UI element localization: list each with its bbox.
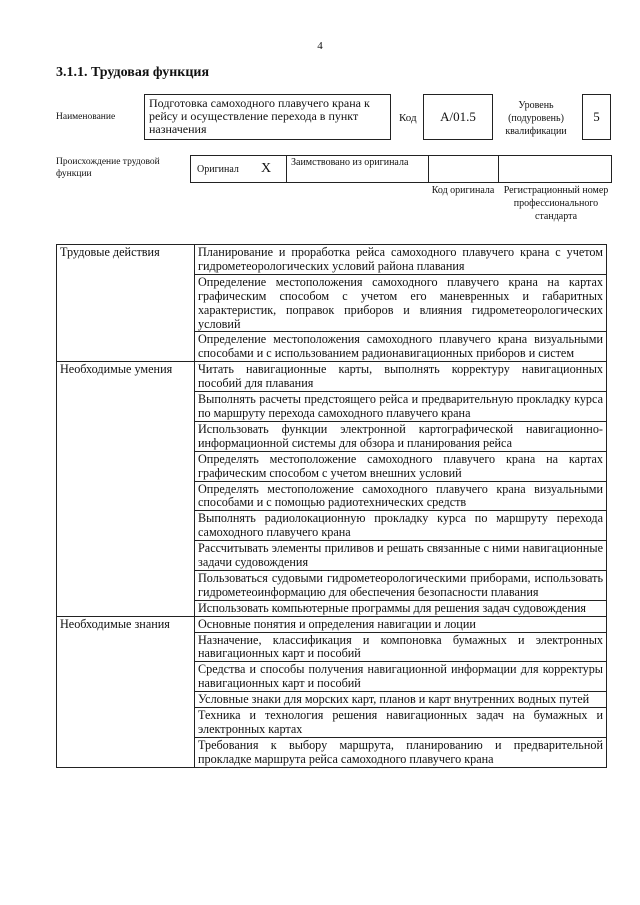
item-cell: Использовать функции электронной картографической навигационно-информационной системы для обзора и планирования рейса — [195, 421, 607, 451]
original-mark: X — [261, 161, 272, 176]
borrowed-label: Заимствовано из оригинала — [291, 157, 409, 168]
name-label: Наименование — [56, 112, 116, 122]
section-title-cell: Необходимые знания — [57, 616, 195, 767]
item-cell: Выполнять радиолокационную прокладку курса по маршруту перехода самоходного плавучего крана — [195, 511, 607, 541]
original-label: Оригинал — [197, 164, 239, 175]
item-cell: Техника и технология решения навигационных задач на бумажных и электронных картах — [195, 708, 607, 738]
function-code: А/01.5 — [423, 94, 493, 140]
origin-label: Происхождение трудовой функции — [56, 157, 160, 179]
item-cell: Читать навигационные карты, выполнять корректуру навигационных пособий для плавания — [195, 362, 607, 392]
registration-number-caption: Регистрационный номер профессионального стандарта — [503, 185, 609, 222]
section-title-cell: Трудовые действия — [57, 245, 195, 362]
original-cell — [191, 156, 287, 182]
item-cell: Определение местоположения самоходного плавучего крана на картах графическим способом с учетом его маневренных и габаритных характеристик, поправок приборов и влияния гидрометеорологических условий — [195, 274, 607, 332]
registration-number-cell — [499, 156, 611, 182]
item-cell: Выполнять расчеты предстоящего рейса и предварительную прокладку курса по маршруту перехода самоходного плавучего крана — [195, 392, 607, 422]
section-title-cell: Необходимые умения — [57, 362, 195, 616]
table-row — [57, 616, 607, 632]
item-cell: Определять местоположение самоходного плавучего крана визуальными способами и с помощью радиотехнических средств — [195, 481, 607, 511]
item-cell: Использовать компьютерные программы для решения задач судовождения — [195, 600, 607, 616]
page-number: 4 — [317, 40, 323, 52]
section-title: 3.1.1. Трудовая функция — [56, 65, 210, 80]
item-cell: Средства и способы получения навигационной информации для корректуры навигационных карт и пособий — [195, 662, 607, 692]
item-cell: Рассчитывать элементы приливов и решать связанные с ними навигационные задачи судовождения — [195, 541, 607, 571]
table-row — [57, 245, 607, 275]
borrowed-cell — [287, 156, 429, 182]
origin-row — [190, 155, 612, 183]
item-cell: Определение местоположения самоходного плавучего крана визуальными способами и с использованием радионавигационных приборов и систем — [195, 332, 607, 362]
qualification-level: 5 — [582, 94, 611, 140]
level-label: Уровень (подуровень) квалификации — [505, 100, 567, 137]
item-cell: Определять местоположение самоходного плавучего крана на картах графическим способом с учетом внешних условий — [195, 451, 607, 481]
code-label: Код — [399, 112, 417, 124]
original-code-cell — [429, 156, 499, 182]
item-cell: Пользоваться судовыми гидрометеорологическими приборами, использовать гидрометеоинформацию для обеспечения безопасности плавания — [195, 570, 607, 600]
item-cell: Планирование и проработка рейса самоходного плавучего крана с учетом гидрометеорологических условий района плавания — [195, 245, 607, 275]
item-cell: Основные понятия и определения навигации и лоции — [195, 616, 607, 632]
function-details-table — [56, 244, 607, 768]
function-name: Подготовка самоходного плавучего крана к рейсу и осуществление перехода в пункт назначения — [144, 94, 391, 140]
original-code-caption: Код оригинала — [431, 185, 495, 196]
item-cell: Требования к выбору маршрута, планированию и предварительной прокладке маршрута рейса самоходного плавучего крана — [195, 737, 607, 767]
table-row — [57, 362, 607, 392]
item-cell: Назначение, классификация и компоновка бумажных и электронных навигационных карт и пособий — [195, 632, 607, 662]
item-cell: Условные знаки для морских карт, планов и карт внутренних водных путей — [195, 692, 607, 708]
